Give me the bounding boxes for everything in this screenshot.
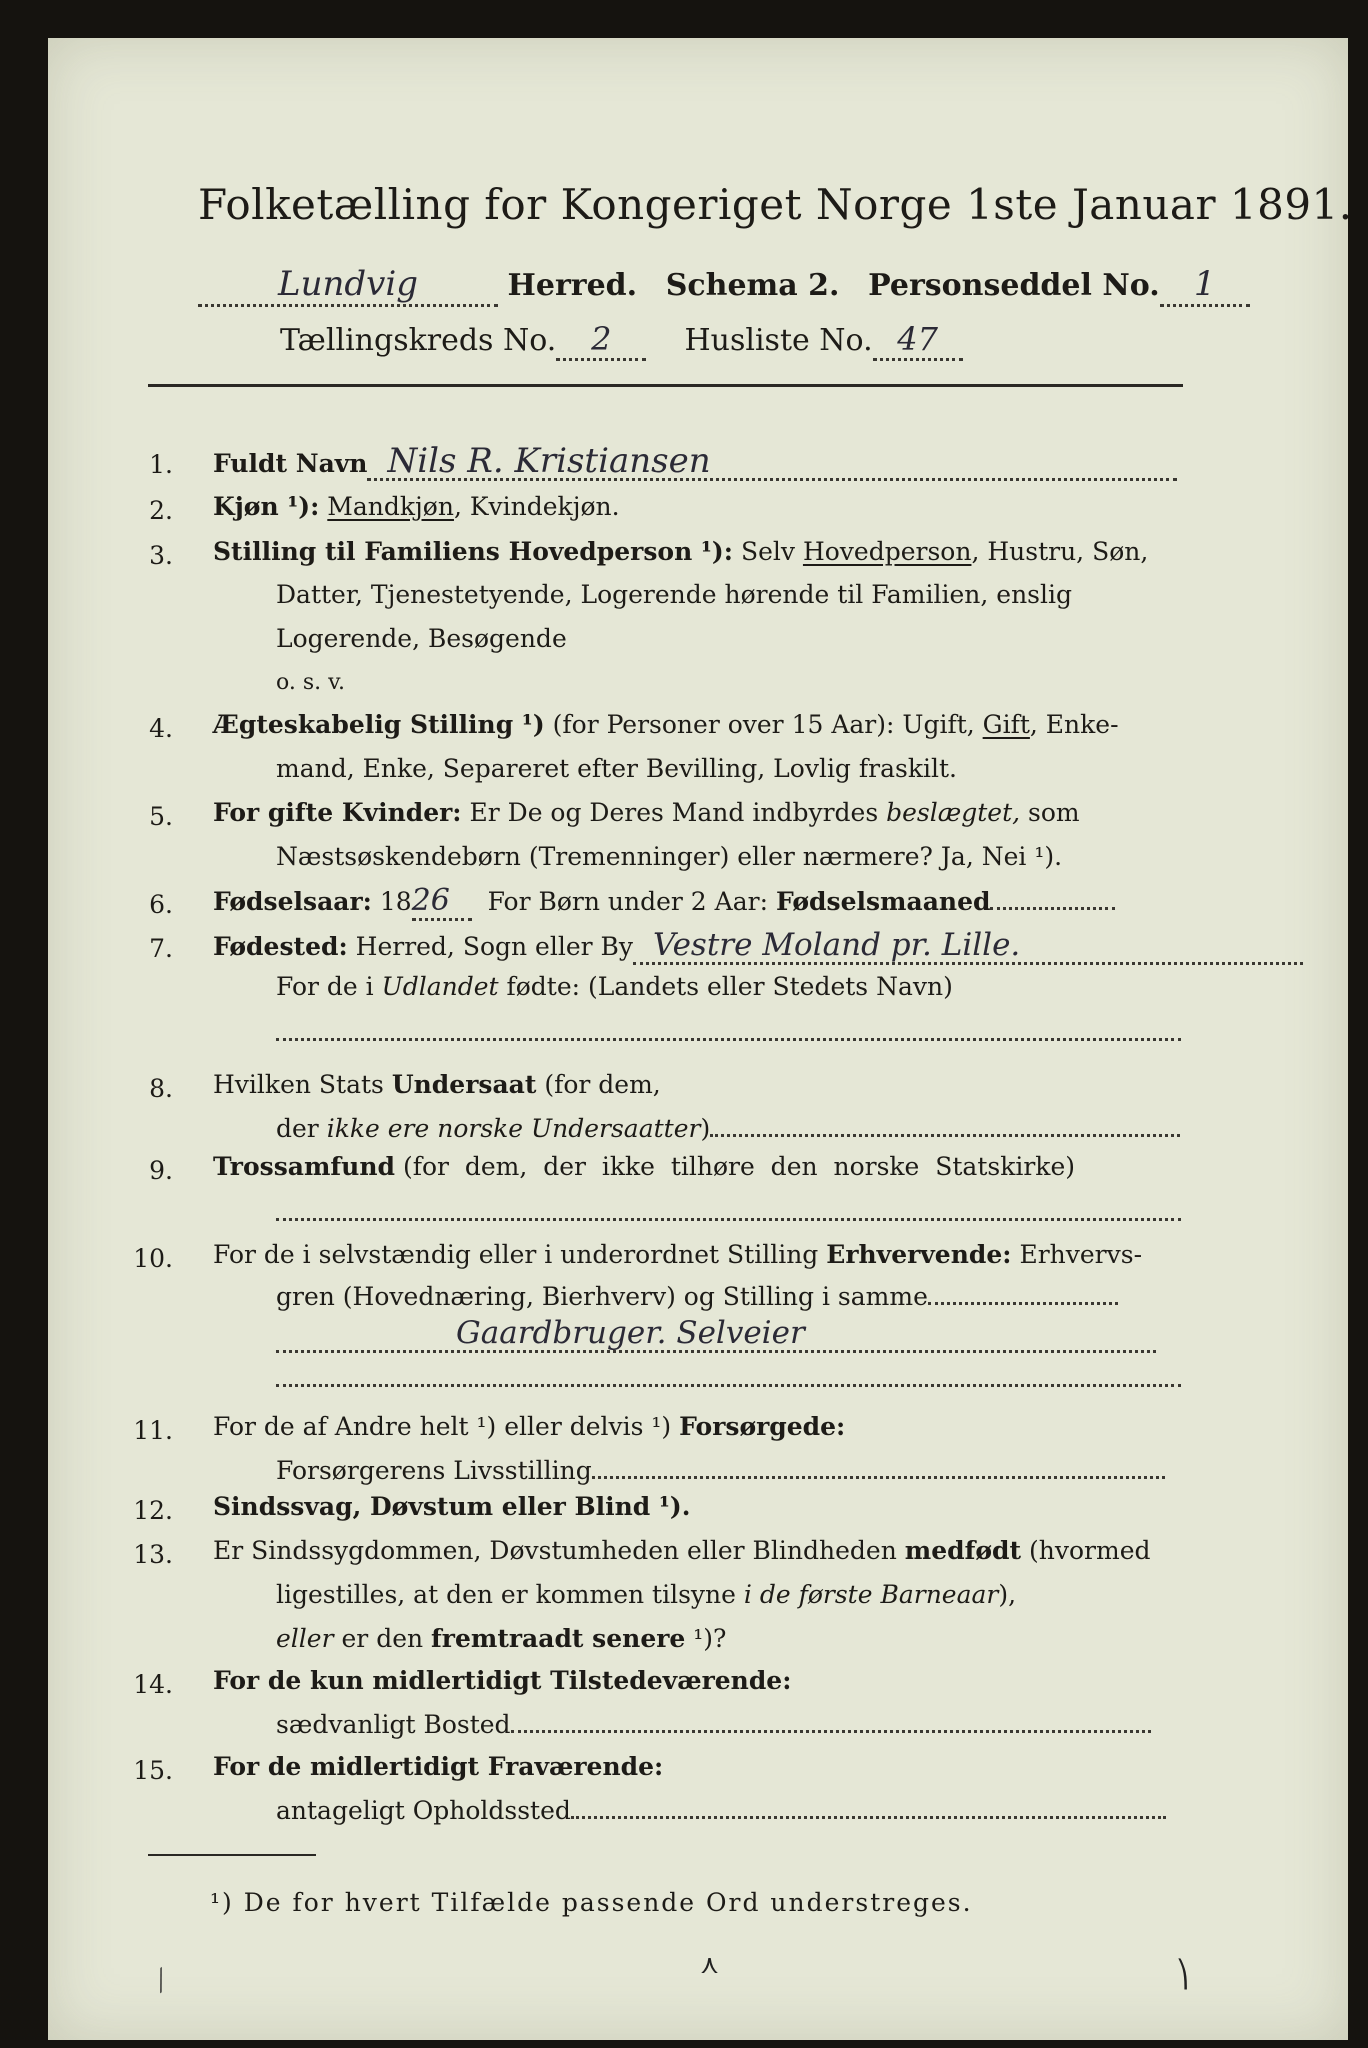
husliste-label: Husliste No.	[684, 323, 873, 358]
q9-blank-line	[276, 1218, 1181, 1221]
q2-label: Kjøn ¹):	[213, 492, 320, 521]
q4-line2: mand, Enke, Separeret efter Bevilling, Lovlig fraskilt.	[276, 754, 957, 783]
q6-label: Fødselsaar:	[213, 887, 372, 916]
q10-blank-line	[276, 1384, 1181, 1387]
q10-a: For de i selvstændig eller i underordnet Stilling	[213, 1240, 819, 1269]
q4-a: (for Personer over 15 Aar): Ugift,	[552, 710, 975, 739]
q7-blank-line	[276, 1038, 1181, 1041]
schema-label: Schema 2.	[665, 268, 840, 303]
q15-label: For de midlertidigt Fraværende:	[213, 1752, 664, 1781]
q6-rest: For Børn under 2 Aar:	[487, 887, 768, 916]
q10-line2-blank	[928, 1302, 1118, 1305]
q5-row	[213, 796, 1080, 830]
q1-number: 1.	[149, 450, 173, 479]
q14-label: For de kun midlertidigt Tilstedeværende:	[213, 1666, 792, 1695]
q2-rest: , Kvindekjøn.	[453, 492, 620, 521]
q7-answer: Vestre Moland pr. Lille.	[633, 928, 1303, 965]
q1-answer: Nils R. Kristiansen	[367, 444, 1177, 481]
kreds-label: Tællingskreds No.	[280, 323, 557, 358]
personseddel-label: Personseddel No.	[868, 268, 1160, 303]
herred-line	[198, 264, 1250, 307]
q8-row	[213, 1068, 661, 1102]
q11-blank	[592, 1476, 1165, 1479]
q2-number: 2.	[149, 496, 173, 525]
q8-a: Hvilken Stats	[213, 1070, 384, 1099]
q10-line2-text: gren (Hovednæring, Bierhverv) og Stilling i samme	[276, 1282, 928, 1311]
q1-row	[213, 441, 1177, 481]
q13-number: 13.	[133, 1540, 173, 1569]
q8-number: 8.	[149, 1074, 173, 1103]
q3-row	[213, 535, 1148, 569]
q8-line2b: ikke ere norske Undersaatter	[326, 1114, 701, 1143]
q14-line2	[276, 1708, 1151, 1742]
herred-value: Lundvig	[198, 264, 498, 307]
q3-label: Stilling til Familiens Hovedperson ¹):	[213, 537, 733, 566]
q7-label: Fødested:	[213, 932, 348, 961]
q10-answer-row	[276, 1316, 1156, 1353]
q1-label: Fuldt Navn	[213, 449, 368, 478]
census-form-page	[48, 38, 1353, 2040]
q7-line2b: Udlandet	[381, 972, 499, 1001]
q12-number: 12.	[133, 1496, 173, 1525]
q7-row	[213, 928, 1303, 965]
q13-line3d: ¹)?	[693, 1624, 727, 1653]
q13-line2a: ligestilles, at den er kommen tilsyne	[276, 1580, 736, 1609]
q11-number: 11.	[133, 1416, 173, 1445]
q8-c: (for dem,	[544, 1070, 661, 1099]
q6-number: 6.	[149, 890, 173, 919]
header-rule	[148, 384, 1183, 387]
q9-number: 9.	[149, 1156, 173, 1185]
kreds-line	[280, 320, 963, 361]
q15-blank	[571, 1816, 1166, 1819]
q7-line2	[276, 970, 953, 1004]
q2-row	[213, 490, 620, 524]
q15-line2-text: antageligt Opholdssted	[276, 1796, 571, 1825]
q15-number: 15.	[133, 1756, 173, 1785]
q3-a: Selv	[740, 537, 795, 566]
q14-line2-text: sædvanligt Bosted	[276, 1710, 511, 1739]
q4-row	[213, 708, 1119, 742]
q8-blank	[710, 1134, 1180, 1137]
q10-line2	[276, 1280, 1118, 1314]
q7-a: Herred, Sogn eller By	[355, 932, 634, 961]
q13-line3b: er den	[341, 1624, 424, 1653]
q13-line3	[276, 1622, 726, 1656]
husliste-value: 47	[873, 320, 963, 361]
corner-mark-right: ⎞	[1176, 1960, 1189, 1990]
form-title: Folketælling for Kongeriget Norge 1ste Januar 1891.	[198, 180, 1353, 229]
q11-row	[213, 1410, 845, 1444]
q5-line2: Næstsøskendebørn (Tremenninger) eller nærmere? Ja, Nei ¹).	[276, 842, 1063, 871]
q14-blank	[511, 1730, 1151, 1733]
q5-c: som	[1028, 798, 1080, 827]
q10-answer: Gaardbruger. Selveier	[276, 1316, 1156, 1353]
q9-rest: (for dem, der ikke tilhøre den norske Statskirke)	[402, 1152, 1075, 1181]
q11-line2-text: Forsørgerens Livsstilling	[276, 1456, 592, 1485]
q3-line3: Logerende, Besøgende	[276, 624, 567, 653]
q13-line2b: i de første Barneaar	[743, 1580, 999, 1609]
q13-a: Er Sindssygdommen, Døvstumheden eller Blindheden	[213, 1536, 897, 1565]
q5-label: For gifte Kvinder:	[213, 798, 462, 827]
q3-line2: Datter, Tjenestetyende, Logerende hørende til Familien, enslig	[276, 580, 1073, 609]
q7-number: 7.	[149, 934, 173, 963]
q13-line3a: eller	[276, 1624, 334, 1653]
q6-answer: 26	[412, 884, 472, 921]
kreds-value: 2	[556, 320, 646, 361]
q2-option-mandkjon: Mandkjøn	[327, 492, 454, 521]
q8-line2	[276, 1112, 1180, 1146]
footnote-rule	[148, 1854, 316, 1856]
q6-prefix: 18	[379, 887, 412, 916]
q4-number: 4.	[149, 714, 173, 743]
q13-b: medfødt	[904, 1536, 1022, 1565]
q5-b: beslægtet,	[886, 798, 1021, 827]
q14-number: 14.	[133, 1670, 173, 1699]
q4-option-gift: Gift	[982, 710, 1030, 739]
corner-mark-left: ⟋	[145, 1963, 179, 1999]
q3-c: , Hustru, Søn,	[971, 537, 1149, 566]
q3-line4: o. s. v.	[276, 670, 345, 695]
q7-line2c: fødte: (Landets eller Stedets Navn)	[506, 972, 953, 1001]
q10-number: 10.	[133, 1244, 173, 1273]
q9-label: Trossamfund	[213, 1152, 396, 1181]
q5-number: 5.	[149, 802, 173, 831]
q11-b: Forsørgede:	[679, 1412, 846, 1441]
q13-line2	[276, 1578, 1016, 1612]
q11-a: For de af Andre helt ¹) eller delvis ¹)	[213, 1412, 672, 1441]
q9-row	[213, 1150, 1075, 1184]
q3-option-hovedperson: Hovedperson	[802, 537, 972, 566]
q4-label: Ægteskabelig Stilling ¹)	[213, 710, 545, 739]
q13-c: (hvormed	[1029, 1536, 1151, 1565]
q6-month-blank	[990, 907, 1115, 910]
q10-b: Erhvervende:	[826, 1240, 1012, 1269]
q6-row	[213, 884, 1115, 921]
q3-number: 3.	[149, 541, 173, 570]
q6-rest2: Fødselsmaaned	[775, 887, 991, 916]
personseddel-value: 1	[1160, 264, 1250, 307]
footnote: ¹) De for hvert Tilfælde passende Ord understreges.	[210, 1888, 973, 1917]
q13-line3c: fremtraadt senere	[431, 1624, 686, 1653]
q11-line2	[276, 1454, 1165, 1488]
q15-line2	[276, 1794, 1166, 1828]
q8-b: Undersaat	[391, 1070, 537, 1099]
q13-row	[213, 1534, 1151, 1568]
q13-line2c: ),	[998, 1580, 1017, 1609]
herred-label: Herred.	[507, 268, 638, 303]
q8-line2a: der	[276, 1114, 319, 1143]
q7-line2a: For de i	[276, 972, 374, 1001]
q8-line2c: )	[700, 1114, 711, 1143]
q10-row	[213, 1238, 1142, 1272]
q12-label: Sindssvag, Døvstum eller Blind ¹).	[213, 1492, 691, 1521]
q4-c: , Enke-	[1029, 710, 1119, 739]
q5-a: Er De og Deres Mand indbyrdes	[469, 798, 879, 827]
center-mark: ⋏	[700, 1950, 720, 1980]
q10-c: Erhvervs-	[1019, 1240, 1143, 1269]
